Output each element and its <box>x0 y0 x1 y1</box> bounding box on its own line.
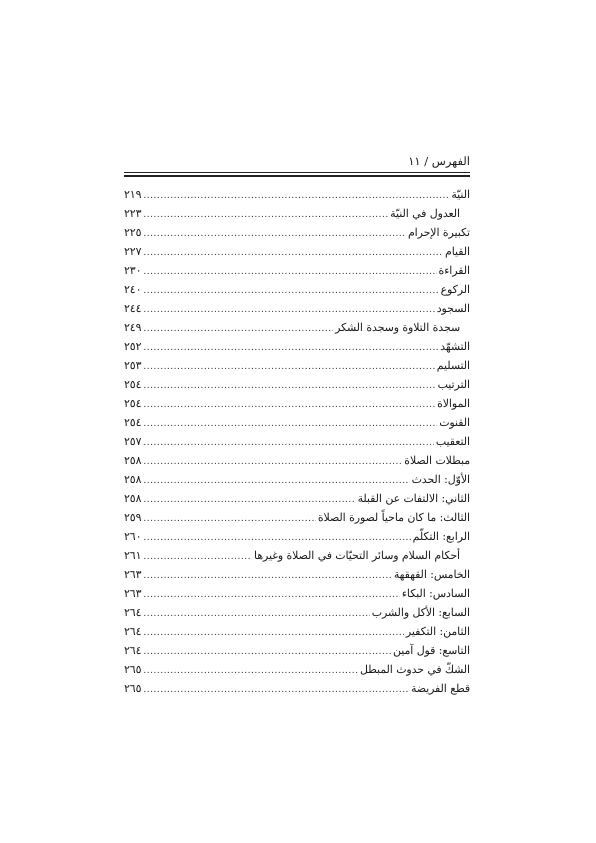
toc-leader-dots <box>143 434 434 453</box>
toc-entry-title: الرابع: التكلّم <box>412 530 470 543</box>
toc-leader-dots <box>143 548 252 567</box>
toc-entry-page: ٢٢٣ <box>124 207 142 220</box>
toc-leader-dots <box>143 662 358 681</box>
toc-entry-title: السجود <box>436 302 470 315</box>
toc-leader-dots <box>143 453 402 472</box>
toc-entry <box>124 603 470 622</box>
toc-leader-dots <box>143 415 437 434</box>
toc-entry-page: ٢٦٤ <box>124 606 142 619</box>
toc-entry-title: أحكام السلام وسائر التحيّات في الصلاة وغيرها <box>254 549 460 562</box>
toc-leader-dots <box>143 586 399 605</box>
toc-entry-page: ٢٦٠ <box>124 530 142 543</box>
toc-entry-page: ٢٦٣ <box>124 568 142 581</box>
toc-entry-page: ٢٥٨ <box>124 473 142 486</box>
toc-entry-page: ٢٦٣ <box>124 587 142 600</box>
toc-leader-dots <box>143 510 315 529</box>
toc-entry <box>124 660 470 679</box>
header-text: الفهرس / ١١ <box>408 154 470 168</box>
header-rule-thin <box>124 172 470 173</box>
toc-leader-dots <box>143 643 391 662</box>
toc-entry <box>124 565 470 584</box>
toc-entry <box>124 356 470 375</box>
toc-entry <box>124 432 470 451</box>
toc-entry-page: ٢٣٠ <box>124 264 142 277</box>
toc-entry <box>124 223 470 242</box>
toc-entry-page: ٢٦٥ <box>124 663 142 676</box>
toc-entry-title: القنوت <box>439 416 470 429</box>
toc-leader-dots <box>143 624 403 643</box>
toc-entry <box>124 413 470 432</box>
toc-entry <box>124 394 470 413</box>
toc-leader-dots <box>143 681 409 700</box>
toc-entry-page: ٢٢٥ <box>124 226 142 239</box>
toc-entry-title: التسليم <box>436 359 470 372</box>
table-of-contents <box>124 185 470 698</box>
toc-leader-dots <box>143 396 435 415</box>
toc-leader-dots <box>143 377 435 396</box>
toc-entry-page: ٢٦٥ <box>124 682 142 695</box>
toc-entry-title: السابع: الأكل والشرب <box>371 606 470 619</box>
toc-entry-page: ٢٥٤ <box>124 416 142 429</box>
toc-entry-page: ٢٤٩ <box>124 321 142 334</box>
toc-entry-title: السادس: البكاء <box>401 587 470 600</box>
toc-leader-dots <box>143 206 388 225</box>
toc-entry-title: الركوع <box>440 283 470 296</box>
toc-leader-dots <box>143 320 333 339</box>
toc-entry-page: ٢٥٣ <box>124 359 142 372</box>
toc-entry <box>124 641 470 660</box>
toc-entry-page: ٢٦١ <box>124 549 142 562</box>
toc-entry-page: ٢٥٨ <box>124 492 142 505</box>
header-rule-thick <box>124 175 470 177</box>
toc-entry-title: سجدة التلاوة وسجدة الشكر <box>335 321 460 334</box>
toc-leader-dots <box>143 244 443 263</box>
toc-entry-title: التعقيب <box>435 435 470 448</box>
toc-entry-title: الموالاة <box>437 397 470 410</box>
toc-entry <box>124 337 470 356</box>
toc-entry-title: الخامس: القهقهة <box>393 568 470 581</box>
toc-entry-page: ٢١٩ <box>124 188 142 201</box>
toc-entry <box>124 242 470 261</box>
toc-entry <box>124 584 470 603</box>
toc-entry-page: ٢٥٤ <box>124 397 142 410</box>
toc-entry-title: القراءة <box>438 264 470 277</box>
toc-entry-title: الأوّل: الحدث <box>411 473 470 486</box>
toc-entry <box>124 280 470 299</box>
toc-entry <box>124 508 470 527</box>
toc-leader-dots <box>143 605 369 624</box>
toc-entry-title: الثالث: ما كان ماحياً لصورة الصلاة <box>317 511 470 524</box>
toc-entry <box>124 470 470 489</box>
toc-entry-page: ٢٢٧ <box>124 245 142 258</box>
toc-entry-title: القيام <box>445 245 470 258</box>
toc-entry <box>124 204 470 223</box>
toc-entry-title: التاسع: قول آمين <box>393 644 470 657</box>
toc-entry <box>124 489 470 508</box>
toc-entry-title: تكبيرة الإحرام <box>407 226 470 239</box>
toc-entry-title: العدول في النيّة <box>390 207 460 220</box>
toc-leader-dots <box>143 567 391 586</box>
toc-entry-page: ٢٥٨ <box>124 454 142 467</box>
toc-entry-page: ٢٥٩ <box>124 511 142 524</box>
toc-entry-title: الترتيب <box>437 378 470 391</box>
toc-entry <box>124 299 470 318</box>
toc-leader-dots <box>143 282 438 301</box>
toc-entry-page: ٢٦٤ <box>124 625 142 638</box>
toc-entry <box>124 679 470 698</box>
toc-entry-title: مبطلات الصلاة <box>404 454 470 467</box>
toc-entry-title: الشكّ في حدوث المبطل <box>359 663 470 676</box>
toc-entry-page: ٢٤٠ <box>124 283 142 296</box>
toc-leader-dots <box>143 358 434 377</box>
toc-leader-dots <box>143 263 436 282</box>
toc-entry-page: ٢٥٧ <box>124 435 142 448</box>
toc-entry-title: الثاني: الالتفات عن القبلة <box>357 492 470 505</box>
toc-entry <box>124 318 470 337</box>
toc-entry-page: ٢٥٤ <box>124 378 142 391</box>
toc-entry-title: قطع الفريضة <box>410 682 470 695</box>
toc-entry-title: الثامن: التكفير <box>405 625 470 638</box>
toc-entry-title: النيّة <box>451 188 470 201</box>
toc-entry-page: ٢٥٢ <box>124 340 142 353</box>
running-header <box>124 152 470 172</box>
toc-entry-page: ٢٤٤ <box>124 302 142 315</box>
toc-entry <box>124 375 470 394</box>
toc-entry <box>124 546 470 565</box>
toc-entry-page: ٢٦٤ <box>124 644 142 657</box>
toc-entry-title: التشهّد <box>440 340 470 353</box>
toc-leader-dots <box>143 225 406 244</box>
toc-entry <box>124 185 470 204</box>
toc-leader-dots <box>143 339 438 358</box>
toc-entry <box>124 451 470 470</box>
toc-entry <box>124 261 470 280</box>
toc-entry <box>124 622 470 641</box>
toc-entry <box>124 527 470 546</box>
